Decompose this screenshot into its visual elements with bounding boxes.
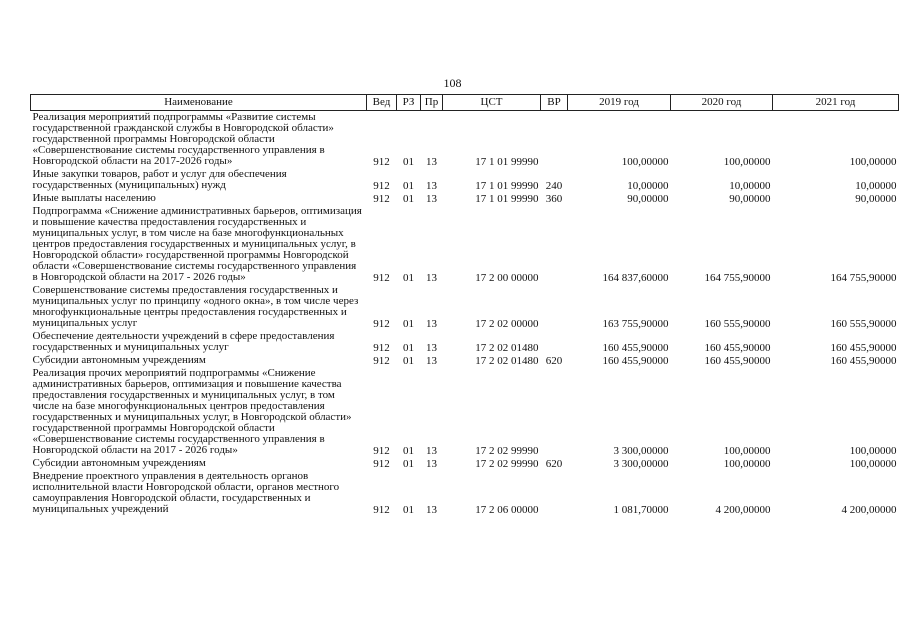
row-2019: 10,00000 xyxy=(627,180,669,192)
header-2019: 2019 год xyxy=(568,95,671,111)
row-vr xyxy=(541,470,568,516)
row-2020: 90,00000 xyxy=(729,193,771,205)
row-2021: 100,00000 xyxy=(849,445,897,457)
row-2020: 4 200,00000 xyxy=(715,504,771,516)
row-2019: 163 755,90000 xyxy=(602,318,669,330)
row-rz: 01 xyxy=(403,342,414,354)
row-pr: 13 xyxy=(426,458,437,470)
page-number: 108 xyxy=(443,76,462,90)
row-ved: 912 xyxy=(373,445,390,457)
row-2021: 100,00000 xyxy=(849,458,897,470)
table-body xyxy=(31,111,899,517)
row-2019: 90,00000 xyxy=(627,193,669,205)
row-name: Иные закупки товаров, работ и услуг для обеспечения государственных (муниципальных) нужд xyxy=(32,168,287,191)
row-cst: 17 1 01 99990 xyxy=(475,193,539,205)
row-vr xyxy=(541,367,568,457)
row-ved: 912 xyxy=(373,180,390,192)
row-name: Иные выплаты населению xyxy=(32,192,156,204)
row-pr: 13 xyxy=(426,342,437,354)
row-2019: 3 300,00000 xyxy=(613,445,669,457)
row-2020: 100,00000 xyxy=(723,156,771,168)
row-name: Реализация прочих мероприятий подпрограммы «Снижение административных барьеров, оптимизация и повышение качества предоставления государственных и муниципальных услуг, в том числе на базе многофункциональных центров предоставления государственных и муниципальных услуг, в Новгородской области» государственной программы Новгородской области «Совершенствование системы государственного управления в Новгородской области на 2017 - 2026 годы» xyxy=(32,367,352,456)
row-2019: 3 300,00000 xyxy=(613,458,669,470)
table-row xyxy=(31,192,899,205)
header-vr: ВР xyxy=(541,95,568,111)
table-row xyxy=(31,330,899,354)
row-2021: 100,00000 xyxy=(849,156,897,168)
table-row xyxy=(31,470,899,516)
row-rz: 01 xyxy=(403,355,414,367)
row-ved: 912 xyxy=(373,458,390,470)
row-name: Реализация мероприятий подпрограммы «Развитие системы государственной гражданской службы в Новгородской области» государственной программы Новгородской области «Совершенствование системы государственного управления в Новгородской области на 2017-2026 годы» xyxy=(32,111,334,167)
header-2020: 2020 год xyxy=(671,95,773,111)
row-2020: 160 455,90000 xyxy=(704,342,771,354)
row-rz: 01 xyxy=(403,272,414,284)
row-name: Обеспечение деятельности учреждений в сфере предоставления государственных и муниципальных услуг xyxy=(32,330,335,353)
row-name: Совершенствование системы предоставления государственных и муниципальных услуг по принципу «одного окна», в том числе через многофункциональные центры предоставления государственных и муниципальных услуг xyxy=(32,284,359,329)
row-2020: 160 555,90000 xyxy=(704,318,771,330)
row-2021: 10,00000 xyxy=(855,180,897,192)
row-cst: 17 2 02 99990 xyxy=(475,445,539,457)
row-ved: 912 xyxy=(373,318,390,330)
row-rz: 01 xyxy=(403,458,414,470)
row-2021: 160 455,90000 xyxy=(830,355,897,367)
header-rz: РЗ xyxy=(397,95,421,111)
header-name: Наименование xyxy=(31,95,367,111)
row-vr xyxy=(541,330,568,354)
row-name: Субсидии автономным учреждениям xyxy=(32,354,206,366)
row-rz: 01 xyxy=(403,180,414,192)
header-2021: 2021 год xyxy=(773,95,899,111)
row-cst: 17 2 02 01480 xyxy=(475,355,539,367)
row-pr: 13 xyxy=(426,193,437,205)
row-2021: 90,00000 xyxy=(855,193,897,205)
row-vr: 240 xyxy=(545,180,563,192)
row-cst: 17 1 01 99990 xyxy=(475,156,539,168)
row-name: Субсидии автономным учреждениям xyxy=(32,457,206,469)
row-cst: 17 2 06 00000 xyxy=(475,504,539,516)
row-2021: 160 555,90000 xyxy=(830,318,897,330)
row-vr xyxy=(541,205,568,284)
table-row xyxy=(31,284,899,330)
row-name: Внедрение проектного управления в деятельность органов исполнительной власти Новгородской области, органов местного самоуправления Новгородской области, государственных и муниципальных учреждений xyxy=(32,470,340,515)
row-2019: 1 081,70000 xyxy=(613,504,669,516)
row-2019: 160 455,90000 xyxy=(602,342,669,354)
table-row xyxy=(31,111,899,169)
row-rz: 01 xyxy=(403,318,414,330)
row-rz: 01 xyxy=(403,156,414,168)
row-cst: 17 1 01 99990 xyxy=(475,180,539,192)
row-name: Подпрограмма «Снижение административных барьеров, оптимизация и повышение качества предоставления государственных и муниципальных услуг, в том числе на базе многофункциональных центров предоставления государственных и муниципальных услуг, в Новгородской области» государственной программы Новгородской области «Совершенствование системы государственного управления в Новгородской области на 2017 - 2026 годы» xyxy=(32,205,362,283)
row-2019: 164 837,60000 xyxy=(602,272,669,284)
row-cst: 17 2 02 01480 xyxy=(475,342,539,354)
row-pr: 13 xyxy=(426,180,437,192)
row-ved: 912 xyxy=(373,355,390,367)
row-vr: 620 xyxy=(545,355,563,367)
row-pr: 13 xyxy=(426,355,437,367)
row-2020: 100,00000 xyxy=(723,458,771,470)
table-row xyxy=(31,367,899,457)
row-2021: 4 200,00000 xyxy=(841,504,897,516)
row-pr: 13 xyxy=(426,504,437,516)
table-header-row xyxy=(31,95,899,111)
row-rz: 01 xyxy=(403,193,414,205)
row-ved: 912 xyxy=(373,342,390,354)
row-pr: 13 xyxy=(426,156,437,168)
row-vr: 360 xyxy=(545,193,563,205)
row-rz: 01 xyxy=(403,445,414,457)
row-vr xyxy=(541,284,568,330)
table-row xyxy=(31,457,899,470)
table-row xyxy=(31,205,899,284)
row-cst: 17 2 02 99990 xyxy=(475,458,539,470)
header-pr: Пр xyxy=(421,95,443,111)
row-ved: 912 xyxy=(373,193,390,205)
row-pr: 13 xyxy=(426,318,437,330)
header-ved: Вед xyxy=(367,95,397,111)
row-pr: 13 xyxy=(426,445,437,457)
row-ved: 912 xyxy=(373,272,390,284)
row-vr: 620 xyxy=(545,458,563,470)
row-ved: 912 xyxy=(373,156,390,168)
row-2021: 164 755,90000 xyxy=(830,272,897,284)
row-2020: 164 755,90000 xyxy=(704,272,771,284)
table-row xyxy=(31,354,899,367)
row-cst: 17 2 02 00000 xyxy=(475,318,539,330)
row-rz: 01 xyxy=(403,504,414,516)
row-cst: 17 2 00 00000 xyxy=(475,272,539,284)
row-2020: 100,00000 xyxy=(723,445,771,457)
row-pr: 13 xyxy=(426,272,437,284)
row-2019: 100,00000 xyxy=(621,156,669,168)
row-ved: 912 xyxy=(373,504,390,516)
row-2020: 10,00000 xyxy=(729,180,771,192)
header-cst: ЦСТ xyxy=(443,95,541,111)
table-row xyxy=(31,168,899,192)
row-2019: 160 455,90000 xyxy=(602,355,669,367)
row-2020: 160 455,90000 xyxy=(704,355,771,367)
budget-table xyxy=(30,94,899,516)
row-2021: 160 455,90000 xyxy=(830,342,897,354)
row-vr xyxy=(541,111,568,169)
